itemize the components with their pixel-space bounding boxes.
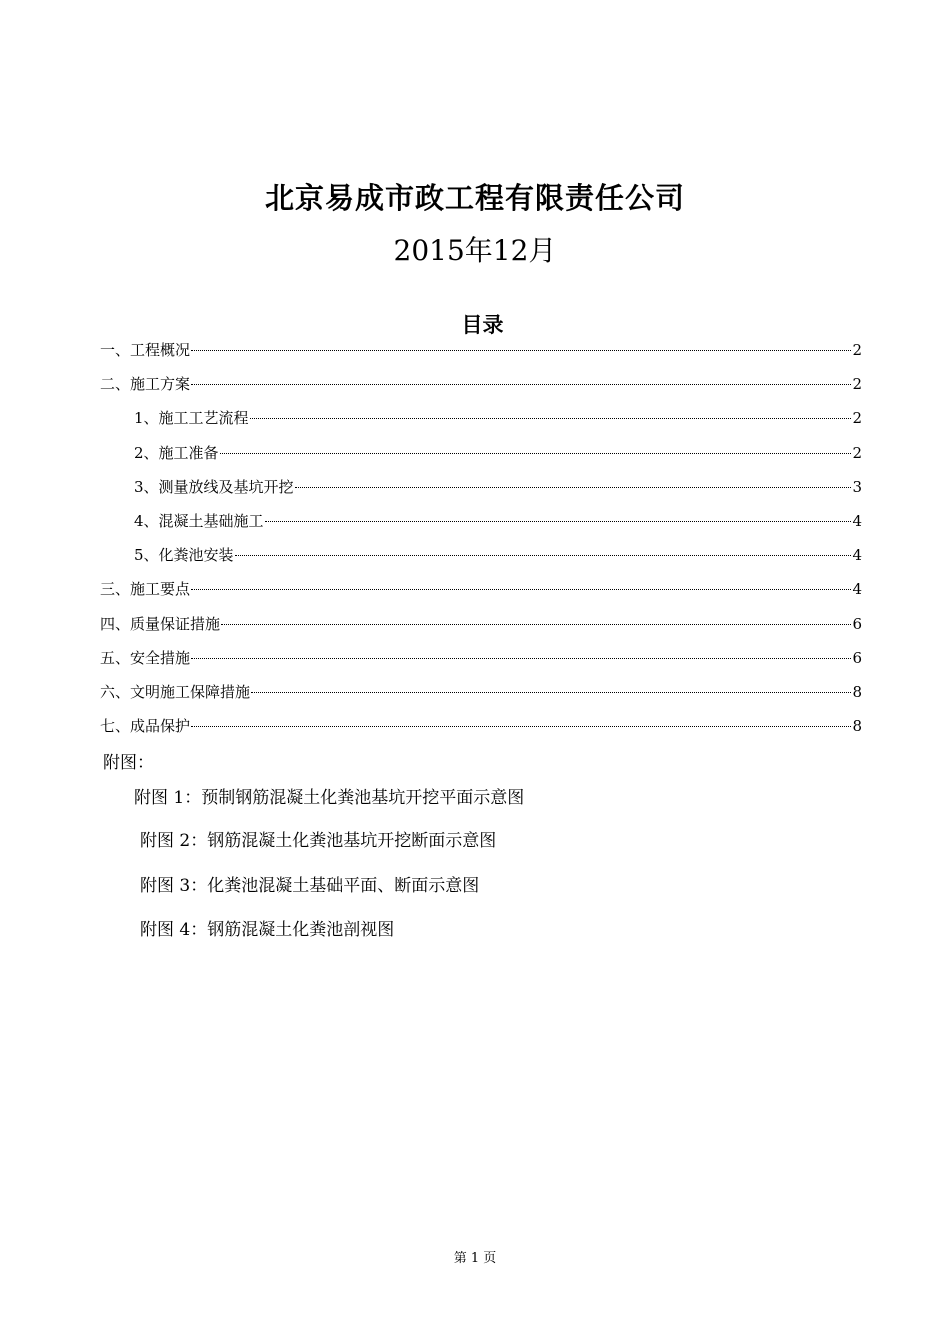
toc-dot-leader: [265, 521, 852, 522]
appendix-heading: 附图：: [103, 753, 154, 773]
toc-entry-label: 五、安全措施: [100, 648, 191, 667]
toc-dot-leader: [220, 453, 852, 454]
toc-dot-leader: [191, 384, 851, 385]
toc-entry-page: 8: [852, 682, 862, 701]
toc-entry[interactable]: [100, 576, 862, 610]
toc-entry-label: 二、施工方案: [100, 375, 191, 394]
toc-subentry[interactable]: [100, 440, 862, 474]
toc-entry[interactable]: [100, 611, 862, 645]
company-name: 北京易成市政工程有限责任公司: [264, 181, 685, 215]
toc-title: 目录: [461, 312, 504, 337]
toc-entry[interactable]: [100, 645, 862, 679]
table-of-contents: [100, 337, 862, 747]
toc-dot-leader: [295, 487, 852, 488]
toc-entry-page: 6: [852, 648, 862, 667]
toc-entry-page: 2: [852, 341, 862, 359]
toc-entry[interactable]: [100, 337, 862, 371]
toc-entry-label: 1、施工工艺流程: [134, 409, 249, 428]
toc-dot-leader: [251, 692, 851, 693]
toc-entry-label: 5、化粪池安装: [134, 546, 234, 565]
toc-entry-page: 2: [852, 375, 862, 394]
appendix-item: 附图 3：化粪池混凝土基础平面、断面示意图: [140, 876, 480, 896]
toc-entry-page: 8: [852, 717, 862, 736]
toc-entry[interactable]: [100, 713, 862, 747]
toc-entry-page: 4: [852, 546, 862, 565]
toc-entry-page: 2: [852, 409, 862, 428]
toc-entry-label: 六、文明施工保障措施: [100, 682, 251, 701]
toc-entry[interactable]: [100, 679, 862, 713]
toc-entry-label: 3、测量放线及基坑开挖: [134, 477, 294, 496]
toc-entry-label: 一、工程概况: [100, 341, 191, 359]
appendix-item: 附图 4：钢筋混凝土化粪池剖视图: [140, 920, 395, 940]
toc-dot-leader: [250, 418, 852, 419]
toc-subentry[interactable]: [100, 542, 862, 576]
toc-dot-leader: [235, 555, 852, 556]
toc-entry-page: 3: [852, 477, 862, 496]
toc-entry-label: 2、施工准备: [134, 443, 219, 462]
toc-entry-label: 四、质量保证措施: [100, 614, 221, 633]
appendix-item: 附图 1：预制钢筋混凝土化粪池基坑开挖平面示意图: [134, 788, 525, 808]
toc-subentry[interactable]: [100, 405, 862, 439]
toc-entry-label: 4、混凝土基础施工: [134, 511, 264, 530]
toc-entry-page: 6: [852, 614, 862, 633]
toc-entry-page: 2: [852, 443, 862, 462]
appendix-item: 附图 2：钢筋混凝土化粪池基坑开挖断面示意图: [140, 831, 497, 851]
toc-subentry[interactable]: [100, 474, 862, 508]
toc-entry-page: 4: [852, 511, 862, 530]
document-date: 2015年12月: [393, 234, 557, 267]
toc-dot-leader: [191, 658, 851, 659]
toc-entry-page: 4: [852, 580, 862, 599]
toc-dot-leader: [191, 350, 851, 351]
toc-dot-leader: [191, 726, 851, 727]
toc-entry-label: 三、施工要点: [100, 580, 191, 599]
toc-entry[interactable]: [100, 371, 862, 405]
toc-subentry[interactable]: [100, 508, 862, 542]
toc-dot-leader: [191, 589, 851, 590]
toc-entry-label: 七、成品保护: [100, 717, 191, 736]
page-number: 第 1 页: [453, 1251, 497, 1266]
toc-dot-leader: [221, 624, 851, 625]
